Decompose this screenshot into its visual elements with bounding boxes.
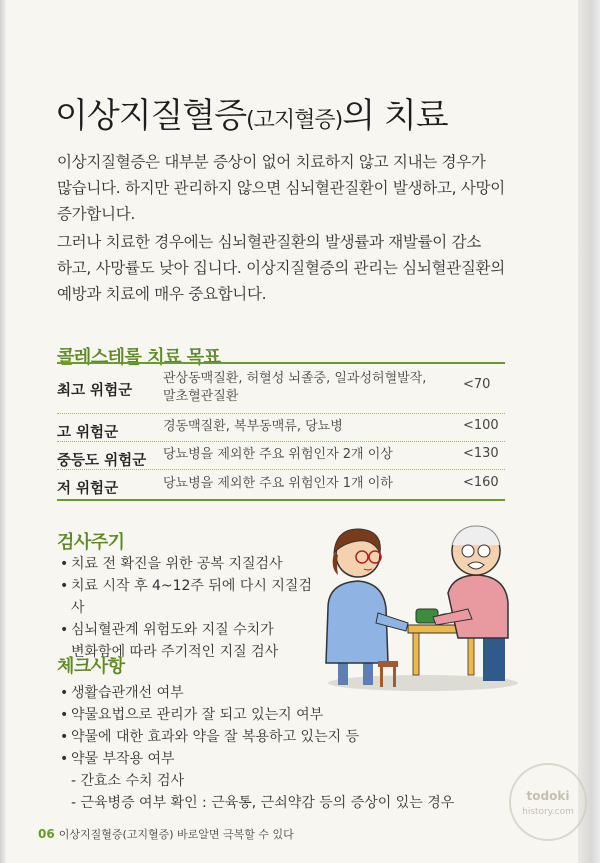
check-heading: 체크사항 (57, 656, 125, 677)
risk-group-name: 최고 위험군 (57, 383, 133, 399)
page-title (55, 88, 448, 137)
paragraph-line: 이상지질혈증은 대부분 증상이 없어 치료하지 않고 지내는 경우가 (57, 153, 486, 171)
list-item: • 치료 전 확진을 위한 공복 지질검사 (60, 553, 320, 575)
risk-condition: 당뇨병을 제외한 주요 위험인자 1개 이하 (163, 476, 393, 491)
page-edge (578, 0, 600, 863)
paragraph-line: 그러나 치료한 경우에는 심뇌혈관질환의 발생률과 재발률이 감소 (57, 233, 481, 251)
target-value: <100 (463, 418, 499, 433)
watermark-text: history.com (522, 807, 574, 817)
goal-table (57, 362, 505, 501)
check-list (60, 682, 480, 814)
page-number: 06 (38, 827, 55, 841)
list-item: • 약물 부작용 여부 (60, 748, 480, 770)
target-value: <130 (463, 446, 499, 461)
table-row (57, 362, 505, 414)
list-item: • 심뇌혈관계 위험도와 지질 수치가 (60, 619, 320, 641)
risk-condition: 경동맥질환, 복부동맥류, 당뇨병 (163, 419, 343, 434)
table-row (57, 470, 505, 501)
intro-paragraph (57, 149, 527, 227)
blood-pressure-illustration (318, 513, 518, 693)
risk-group-name: 고 위험군 (57, 425, 119, 441)
list-item: • 약물요법으로 관리가 잘 되고 있는지 여부 (60, 704, 480, 726)
goal-heading: 콜레스테롤 치료 목표 (57, 347, 221, 368)
paragraph-line: 예방과 치료에 매우 중요합니다. (57, 285, 267, 303)
sub-item: - 간효소 수치 검사 (71, 773, 185, 789)
second-paragraph (57, 229, 527, 307)
list-item: • 약물에 대한 효과와 약을 잘 복용하고 있는지 등 (60, 726, 480, 748)
risk-group-name: 중등도 위험군 (57, 453, 147, 469)
title-main: 이상지질혈증 (55, 96, 247, 136)
risk-condition (163, 370, 445, 406)
watermark-stamp (506, 760, 590, 844)
watermark-text: todoki (526, 789, 570, 803)
risk-group-name: 저 위험군 (57, 481, 119, 497)
title-tail: 의 치료 (342, 96, 448, 136)
exam-heading: 검사주기 (57, 532, 125, 553)
list-item: • 생활습관개선 여부 (60, 682, 480, 704)
paragraph-line: 증가합니다. (57, 205, 135, 223)
sub-item: - 근육병증 여부 확인 : 근육통, 근쇠약감 등의 증상이 있는 경우 (71, 795, 455, 811)
page-gutter-shadow (0, 0, 6, 863)
target-value: <70 (463, 377, 491, 392)
page-footer (38, 826, 294, 842)
target-value: <160 (463, 475, 499, 490)
list-item: • 치료 시작 후 4~12주 뒤에 다시 지질검사 (60, 575, 320, 619)
paragraph-line: 하고, 사망률도 낮아 집니다. 이상지질혈증의 관리는 심뇌혈관질환의 (57, 259, 505, 277)
exam-list (60, 553, 320, 663)
list-item-continuation: 변화함에 따라 주기적인 지질 검사 (71, 644, 279, 660)
footer-title: 이상지질혈증(고지혈증) 바로알면 극복할 수 있다 (58, 828, 294, 841)
table-row (57, 442, 505, 470)
table-row (57, 414, 505, 442)
paragraph-line: 많습니다. 하지만 관리하지 않으면 심뇌혈관질환이 발생하고, 사망이 (57, 179, 505, 197)
condition-line: 관상동맥질환, 허혈성 뇌졸중, 일과성허혈발작, (163, 371, 427, 386)
risk-condition: 당뇨병을 제외한 주요 위험인자 2개 이상 (163, 447, 393, 462)
condition-line: 말초혈관질환 (163, 389, 239, 404)
title-paren: (고지혈증) (246, 108, 343, 133)
